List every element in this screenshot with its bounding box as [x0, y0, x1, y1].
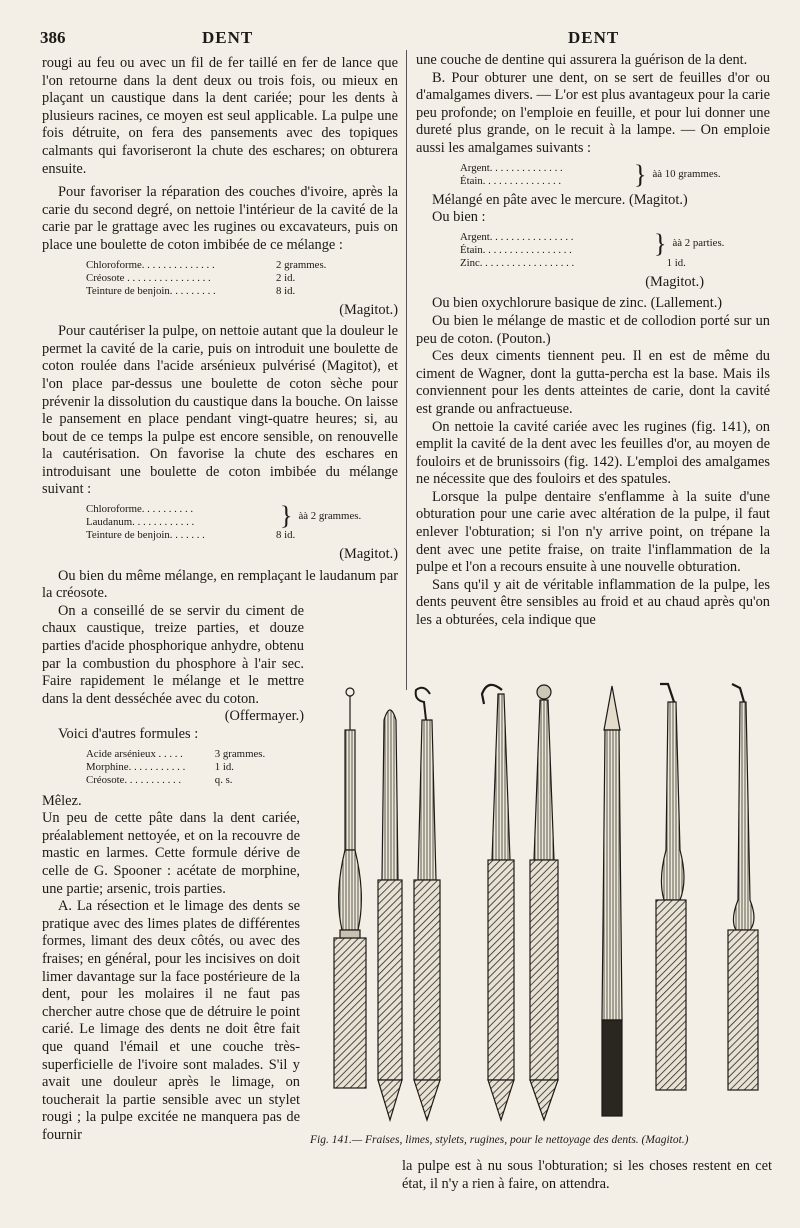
- paragraph: Pour cautériser la pulpe, on nettoie autant que la douleur le permet la cavité de la carie, puis on introduit une boulette de coton roulée dans l'acide arsénieux pulvérisé (Magitot), et l'on place par-dessus une boulette de coton sèche pour prévenir la dissolution du caustique dans la bouche. On laisse le pansement en place pendant vingt-quatre heures; si, au bout de ce temps la pulpe est encore sensible, on renouvelle la cautérisation. On favorise la chute des eschares en introduisant une boulette de coton imbibée du mélange suivant :: [42, 323, 398, 498]
- paragraph: Ou bien oxychlorure basique de zinc. (Lallement.): [432, 295, 723, 312]
- formula-ingredient: Chloroforme. . . . . . . . . .: [86, 503, 194, 516]
- formula-ingredient: Teinture de benjoin. . . . . . . . .: [86, 284, 216, 297]
- spear-instrument: [602, 686, 622, 1116]
- file-instrument: [378, 710, 402, 1120]
- formula-ingredient: Laudanum. . . . . . . . . . . .: [86, 516, 195, 529]
- paragraph: Ou bien :: [432, 209, 486, 226]
- source-citation: (Magitot.): [339, 301, 398, 318]
- running-title-left: DENT: [202, 28, 254, 47]
- formula-quantity: 3 grammes.: [214, 747, 266, 760]
- brace-icon: }: [654, 228, 667, 258]
- formula-quantity: 8 id.: [276, 529, 296, 542]
- paragraph: Mêlez.: [42, 792, 82, 809]
- formula: [460, 228, 770, 270]
- formula: [86, 503, 398, 542]
- formula-ingredient: Teinture de benjoin. . . . . . .: [86, 529, 205, 542]
- formula-quantity: àà 10 grammes.: [652, 168, 721, 181]
- paragraph: Pour favoriser la réparation des couches d'ivoire, après la carie du second degré, on nettoie l'intérieur de la cavité de la carie par le grattage avec les rugines ou excavateurs, puis on place une boulette de coton imbibée de ce mélange :: [42, 184, 398, 253]
- paragraph: Ou bien le mélange de mastic et de collodion porté sur un peu de coton. (Pouton.): [416, 312, 770, 347]
- page-number: 386: [40, 28, 66, 47]
- running-title-right: DENT: [568, 28, 620, 47]
- paragraph: rougi au feu ou avec un fil de fer taillé en fer de lance que l'on retourne dans la dent deux ou trois fois, ou mieux en plaçant un caustique dans la dent cariée; pour les dents à plusieurs racines, ce moyen est seul applicable. La pulpe une fois détruite, on fera des pansements avec des topiques calmants qui favoriseront la chute des eschares; on obturera ensuite.: [42, 55, 398, 177]
- formula-quantity: àà 2 parties.: [672, 237, 725, 250]
- formula-quantity: àà 2 grammes.: [298, 509, 362, 522]
- paragraph: Voici d'autres formules :: [58, 726, 199, 742]
- formula-ingredient: Étain. . . . . . . . . . . . . . . . .: [460, 243, 572, 256]
- paragraph: Mélangé en pâte avec le mercure. (Magitot.): [432, 191, 688, 208]
- brace-icon: }: [280, 501, 293, 531]
- fraise-instrument: [530, 685, 558, 1120]
- paragraph: On nettoie la cavité cariée avec les rugines (fig. 141), on emplit la cavité de la dent avec les feuilles d'or, au moyen de fouloirs et de brunissoirs (fig. 142). L'emploi des amalgames ne nécessite que des fouloirs et des spatules.: [416, 418, 770, 488]
- paragraph: la pulpe est à nu sous l'obturation; si les choses restent en cet état, il n'y a rien à faire, on attendra.: [402, 1158, 772, 1192]
- formula-ingredient: Chloroforme. . . . . . . . . . . . . .: [86, 258, 215, 271]
- column-rule: [406, 50, 407, 690]
- formula: [460, 159, 770, 189]
- paragraph: On a conseillé de se servir du ciment de chaux caustique, treize parties, et douze parties d'acide phosphorique anhydre, obtenu par la combustion du phosphore à l'air sec. Faire rapidement le mélange et le mettre dans la dent desséchée avec du coton.: [42, 602, 304, 707]
- rugine-instrument: [414, 688, 440, 1120]
- probe-instrument: [482, 685, 514, 1120]
- formula-ingredient: Argent. . . . . . . . . . . . . .: [460, 161, 563, 174]
- formula-ingredient: Acide arsénieux . . . . .: [86, 747, 183, 760]
- paragraph: A. La résection et le limage des dents se pratique avec des limes plates de différentes formes, limant des deux côtés, ou avec des fraises; en général, pour les incisives on doit limer davantage sur la face postérieure de la dent, pour les molaires il ne faut pas chercher autre chose que de détruire le point carié. Le limage des dents ne doit être fait que quand l'émail et une couche très-superficielle de l'ivoire sont malades. S'il y avait une douleur après le limage, on toucherait la partie sensible avec un stylet rougi ; la pulpe excitée ne manquera pas de fournir: [42, 898, 300, 1143]
- formula-ingredient: Créosote . . . . . . . . . . . . . . . .: [86, 271, 211, 284]
- formula-quantity: 2 id.: [276, 271, 296, 284]
- formula-ingredient: Zinc. . . . . . . . . . . . . . . . . .: [460, 256, 575, 269]
- right-column: [416, 52, 770, 630]
- formula-ingredient: Morphine. . . . . . . . . . .: [86, 760, 186, 773]
- paragraph: une couche de dentine qui assurera la guérison de la dent.: [416, 52, 748, 68]
- paragraph: Ou bien du même mélange, en remplaçant le laudanum par la créosote.: [42, 567, 398, 602]
- figure-caption: Fig. 141.— Fraises, limes, stylets, rugines, pour le nettoyage des dents. (Magitot.): [310, 1134, 689, 1146]
- formula-quantity: 2 grammes.: [276, 258, 327, 271]
- paragraph: Un peu de cette pâte dans la dent cariée, préalablement nettoyée, et on la recouvre de mastic en larmes. Cette formule dérive de celle de G. Spooner : acétate de morphine, une partie; arsenic, trois parties.: [42, 810, 300, 897]
- dental-instruments-figure: [312, 680, 772, 1126]
- formula-quantity: 1 id.: [214, 760, 234, 773]
- stylet-instrument: [334, 688, 366, 1088]
- formula-quantity: 1 id.: [666, 256, 686, 269]
- formula-ingredient: Créosote. . . . . . . . . . .: [86, 773, 182, 786]
- hook-instrument: [656, 684, 686, 1090]
- paragraph: Sans qu'il y ait de véritable inflammation de la pulpe, les dents peuvent être sensibles au froid et au chaud après qu'on les a obturées, cela indique que: [416, 576, 770, 629]
- formula-quantity: 8 id.: [276, 284, 296, 297]
- brace-icon: }: [634, 159, 647, 189]
- source-citation: (Magitot.): [645, 273, 704, 290]
- formula-quantity: q. s.: [214, 773, 233, 786]
- paragraph: Lorsque la pulpe dentaire s'enflamme à la suite d'une obturation pour une carie avec altération de la pulpe, il faut enlever l'obturation; si l'on n'y arrive point, on trépane la dent avec une petite fraise, on traite l'inflammation de la pulpe et l'on a recours ensuite à une nouvelle obturation.: [416, 488, 770, 576]
- source-citation: (Offermayer.): [224, 708, 304, 725]
- paragraph: B. Pour obturer une dent, on se sert de feuilles d'or ou d'amalgames divers. — L'or est plus avantageux pour la carie peu profonde; on l'emploie en feuille, et pour lui donner une dureté plus grande, on le recuit à la lampe. — On emploie aussi les amalgames suivants :: [416, 69, 770, 156]
- formula: [86, 259, 398, 298]
- formula-ingredient: Argent. . . . . . . . . . . . . . . .: [460, 230, 574, 243]
- paragraph: Ces deux ciments tiennent peu. Il en est de même du ciment de Wagner, dont la gutta-percha est la base. Mais ils conviennent pour les dents atteintes de carie, dont la cavité est grande ou anfractueuse.: [416, 348, 770, 417]
- formula-ingredient: Étain. . . . . . . . . . . . . . .: [460, 174, 562, 187]
- formula: [86, 748, 316, 787]
- excavator-instrument: [728, 684, 758, 1090]
- source-citation: (Magitot.): [339, 546, 398, 563]
